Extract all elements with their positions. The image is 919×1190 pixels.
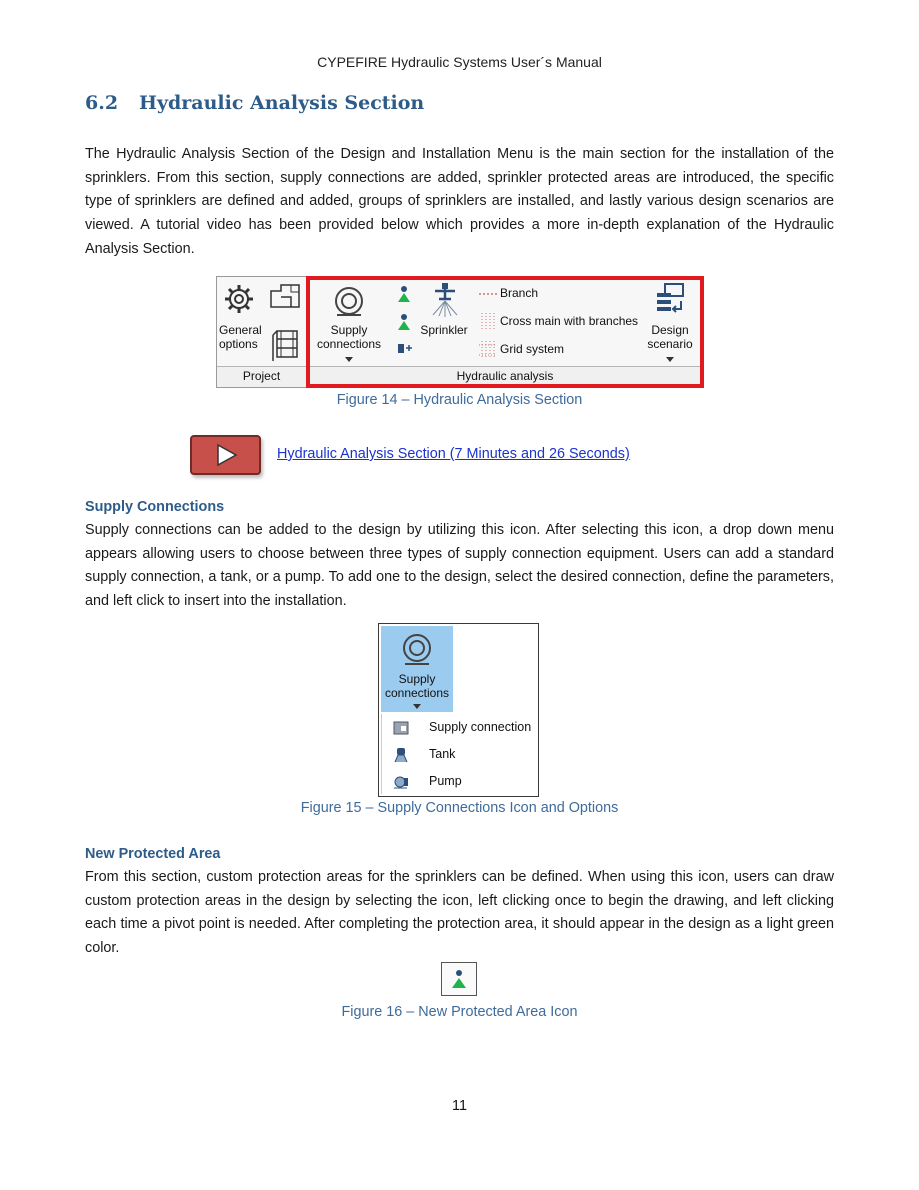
section-title: Hydraulic Analysis Section bbox=[139, 92, 425, 114]
branch-button[interactable]: Branch bbox=[500, 286, 539, 300]
project-group-label: Project bbox=[217, 366, 306, 387]
page-number: 11 bbox=[452, 1098, 467, 1114]
supply-connections-paragraph: Supply connections can be added to the design by utilizing this icon. After selecting this icon, a drop down menu appears allowing users to choose between three types of supply connection equipment. Users can add a standard supply connection, a tank, or a pump. To add one to the design, select the desired connection, define the parameters, and left click to insert into the installation. bbox=[85, 522, 834, 610]
supply-connections-icon bbox=[400, 632, 434, 668]
figure-14-caption: Figure 14 – Hydraulic Analysis Section bbox=[336, 392, 583, 408]
chevron-down-icon bbox=[412, 704, 422, 710]
section-number: 6.2 bbox=[85, 92, 119, 114]
menu-item-supply-connection[interactable] bbox=[381, 714, 537, 741]
grid-system-button[interactable]: Grid system bbox=[500, 342, 565, 356]
menu-item-pump[interactable] bbox=[381, 768, 537, 795]
dropdown-label-line1: Supply bbox=[398, 672, 436, 686]
video-link[interactable]: Hydraulic Analysis Section (7 Minutes and 26 Seconds) bbox=[277, 446, 630, 462]
new-protected-area-button[interactable] bbox=[441, 962, 477, 996]
supply-connections-heading: Supply Connections bbox=[85, 499, 225, 515]
project-group bbox=[216, 276, 307, 388]
supply-connections-dropdown-button[interactable] bbox=[381, 626, 453, 712]
figure-16-caption: Figure 16 – New Protected Area Icon bbox=[341, 1004, 578, 1020]
section-heading bbox=[85, 92, 424, 114]
page-header: CYPEFIRE Hydraulic Systems User´s Manual bbox=[317, 54, 602, 70]
supply-connections-line1: Supply bbox=[330, 323, 368, 337]
cross-main-button[interactable]: Cross main with branches bbox=[500, 314, 639, 328]
highlight-frame bbox=[306, 276, 704, 388]
play-icon bbox=[216, 443, 238, 467]
hydraulic-analysis-ribbon bbox=[216, 276, 704, 388]
video-play-button[interactable] bbox=[190, 435, 261, 475]
intro-paragraph: The Hydraulic Analysis Section of the Design and Installation Menu is the main section for the installation of the sprinklers. From this section, supply connections are added, sprinkler protected areas are introduced, the specific type of sprinklers are defined and added, groups of sprinklers are installed, and lastly various design scenarios are viewed. A tutorial video has been provided below which provides a more in-depth explanation of the Hydraulic Analysis Section. bbox=[85, 146, 834, 257]
supply-connections-dropdown bbox=[378, 623, 539, 797]
general-options-label[interactable] bbox=[219, 323, 263, 351]
design-scenario-line2: scenario bbox=[647, 337, 693, 351]
supply-connections-line2: connections bbox=[316, 337, 382, 351]
menu-item-tank[interactable] bbox=[381, 741, 537, 768]
supply-connection-icon bbox=[393, 720, 409, 736]
floor-plan-icon bbox=[267, 281, 303, 311]
protected-area-icon bbox=[451, 969, 467, 989]
tank-icon bbox=[393, 747, 409, 763]
protected-area-heading: New Protected Area bbox=[85, 846, 221, 862]
protected-area-paragraph: From this section, custom protection areas for the sprinklers can be defined. When using this icon, users can draw custom protection areas in the design by selecting the icon, left clicking once to begin the drawing, and left clicking each time a pivot point is needed. After completing the protection area, it should appear in the design as a light green color. bbox=[85, 869, 834, 957]
menu-item-label: Supply connection bbox=[429, 720, 532, 734]
gear-icon bbox=[223, 283, 255, 315]
dropdown-label-line2: connections bbox=[384, 686, 450, 700]
building-levels-icon[interactable] bbox=[271, 327, 301, 361]
hydraulic-analysis-group-label: Hydraulic analysis bbox=[307, 366, 703, 387]
figure-15-caption: Figure 15 – Supply Connections Icon and Options bbox=[300, 800, 619, 816]
menu-item-label: Tank bbox=[429, 747, 456, 761]
supply-connections-dropdown-label bbox=[381, 672, 453, 700]
pump-icon bbox=[393, 774, 409, 790]
design-scenario-line1: Design bbox=[651, 323, 689, 337]
sprinkler-button[interactable]: Sprinkler bbox=[420, 323, 468, 337]
general-options-line1: General bbox=[219, 323, 262, 337]
general-options-line2: options bbox=[219, 337, 258, 351]
menu-item-label: Pump bbox=[429, 774, 462, 788]
